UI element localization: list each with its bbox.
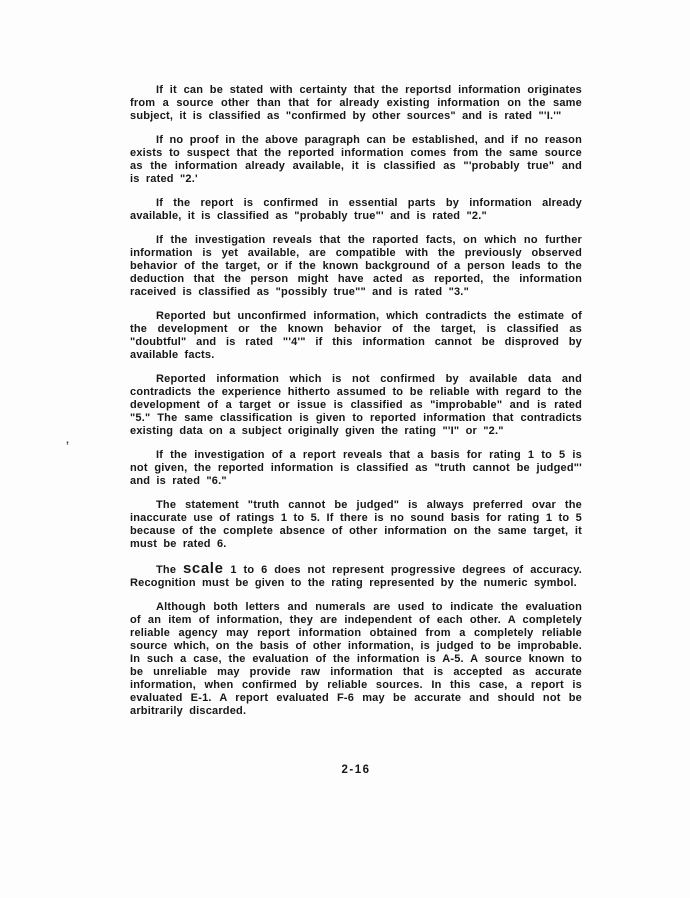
body-text bbox=[130, 84, 582, 729]
paragraph-3: If the report is confirmed in essential parts by information already available, it is classified as "probably true"' and is rated "2." bbox=[130, 197, 582, 222]
paragraph-9-scale bbox=[130, 562, 582, 590]
paragraph-8: The statement "truth cannot be judged" is always preferred ovar the inaccurate use of ratings 1 to 5. If there is no sound basis for rating 1 to 5 because of the complete absence of other information on the same target, it must be rated 6. bbox=[130, 499, 582, 550]
scale-emphasized-word: scale bbox=[182, 560, 224, 577]
paragraph-5: Reported but unconfirmed information, which contradicts the estimate of the development or the known behavior of the target, is classified as "doubtful" and is rated "'4'" if this information cannot be disproved by available facts. bbox=[130, 310, 582, 361]
paragraph-10: Although both letters and numerals are used to indicate the evaluation of an item of information, they are independent of each other. A completely reliable agency may report information obtained from a completely reliable source which, on the basis of other information, is judged to be improbable. In such a case, the evaluation of the information is A-5. A source known to be unreliable may provide raw information that is accepted as accurate information, when confirmed by reliable sources. In this case, a report is evaluated E-1. A report evaluated F-6 may be accurate and should not be arbitrarily discarded. bbox=[130, 601, 582, 717]
scale-paragraph-post: 1 to 6 does not represent progressive degrees of accuracy. Recognition must be given to the rating represented by the numeric symbol. bbox=[130, 564, 582, 589]
paragraph-6: Reported information which is not confirmed by available data and contradicts the experience hitherto assumed to be reliable with regard to the development of a target or issue is classified as "improbable" and is rated "5." The same classification is given to reported information that contradicts existing data on a subject originally given the rating "'I" or "2." bbox=[130, 373, 582, 437]
page-number: 2-16 bbox=[341, 764, 371, 776]
paragraph-2: If no proof in the above paragraph can be established, and if no reason exists to suspect that the reported information comes from the same source as the information already available, it is classified as "'probably true" and is rated "2.' bbox=[130, 134, 582, 185]
paragraph-1: If it can be stated with certainty that the reportsd information originates from a source other than that for already existing information on the same subject, it is classified as "confirmed by other sources" and is rated "'I.'" bbox=[130, 84, 582, 122]
scan-stray-mark: ‛ bbox=[66, 440, 70, 452]
paragraph-7: If the investigation of a report reveals that a basis for rating 1 to 5 is not given, the reported information is classified as "truth cannot be judged"' and is rated "6." bbox=[130, 449, 582, 487]
scale-paragraph-pre: The bbox=[156, 564, 177, 576]
paragraph-4: If the investigation reveals that the raported facts, on which no further information is yet available, are compatible with the previously observed behavior of the target, or if the known background of a person leads to the deduction that the person might have acted as reported, the information raceived is classified as "possibly true"" and is rated "3." bbox=[130, 234, 582, 298]
